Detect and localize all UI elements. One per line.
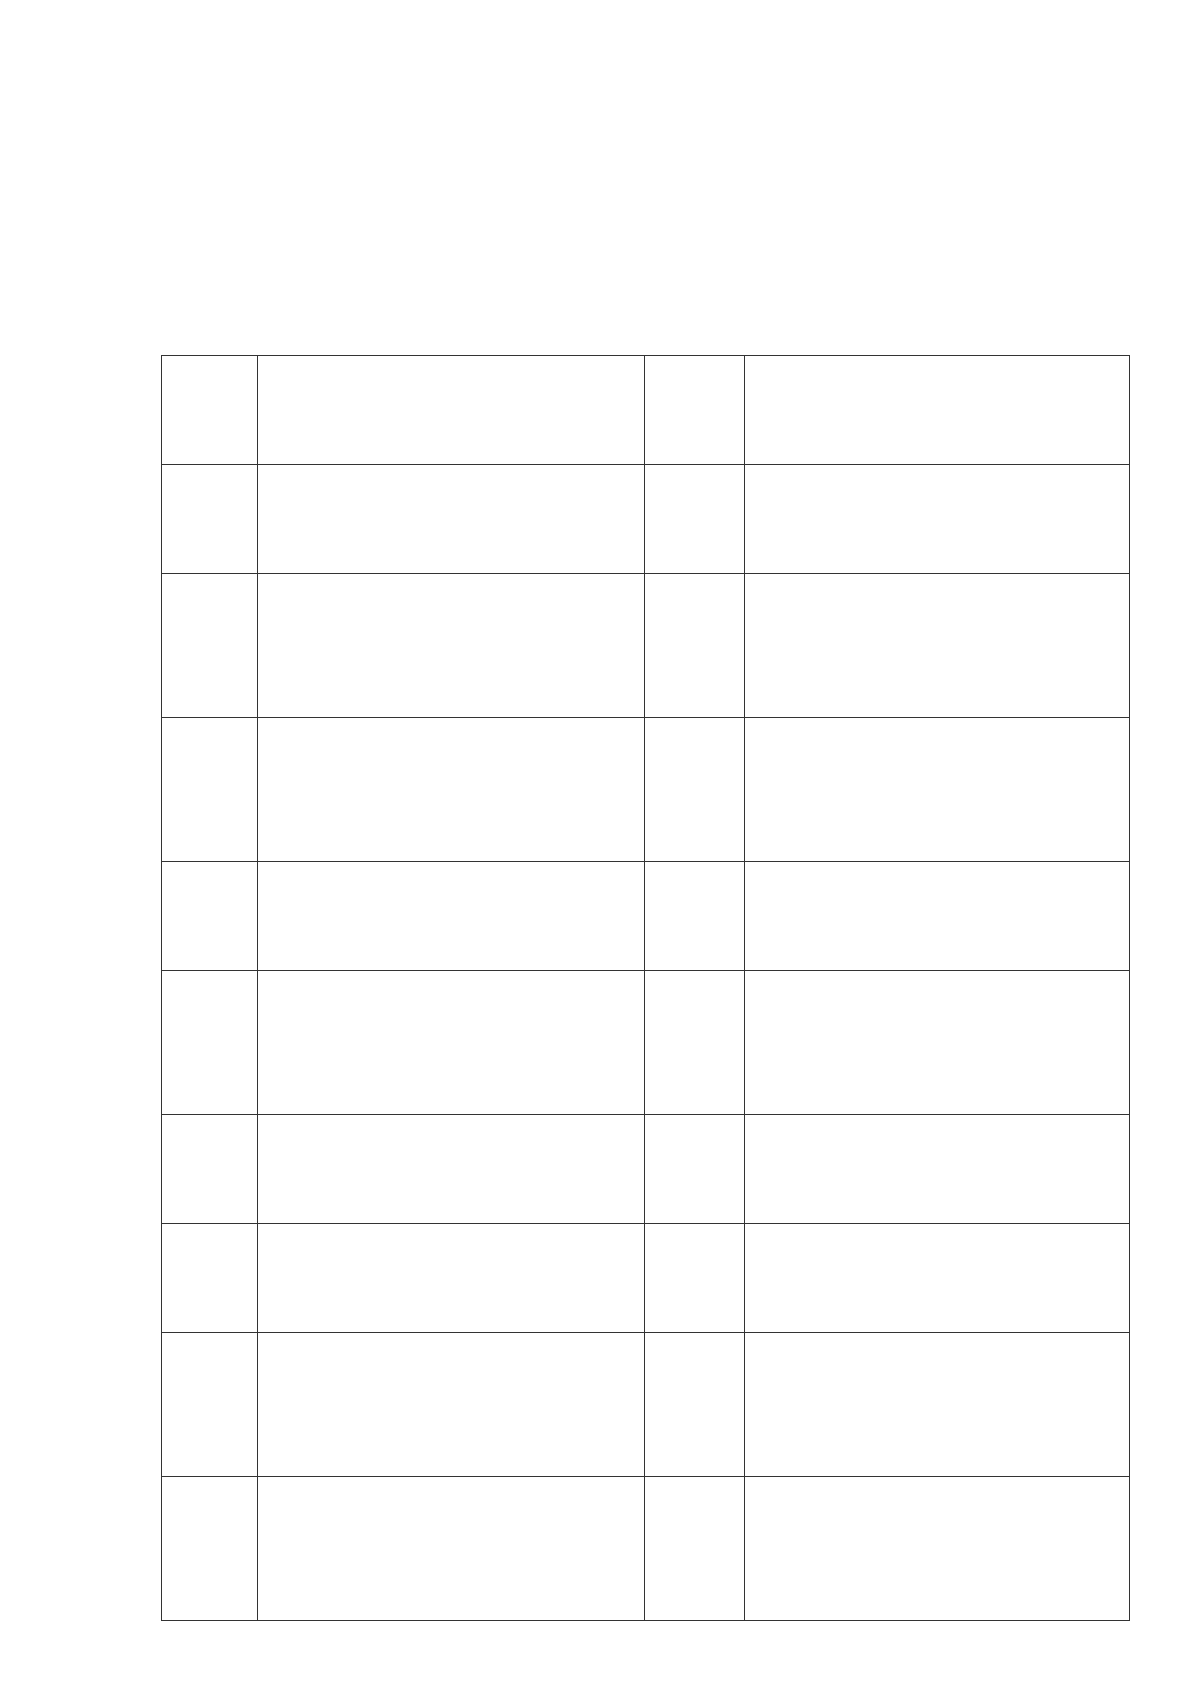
term-cell xyxy=(258,465,645,574)
definition-letter xyxy=(645,1477,745,1621)
definition-cell xyxy=(745,356,1130,465)
row-number xyxy=(162,1115,258,1224)
term-cell xyxy=(258,1477,645,1621)
term-cell xyxy=(258,1115,645,1224)
definition-cell xyxy=(745,1477,1130,1621)
definition-letter xyxy=(645,356,745,465)
row-number xyxy=(162,1224,258,1333)
definition-letter xyxy=(645,1333,745,1477)
table-row xyxy=(162,356,1130,465)
row-number xyxy=(162,574,258,718)
intro-line-1 xyxy=(170,112,1114,158)
row-number xyxy=(162,718,258,862)
table-row xyxy=(162,1115,1130,1224)
definition-letter xyxy=(645,1224,745,1333)
definition-cell xyxy=(745,1224,1130,1333)
term-cell xyxy=(258,574,645,718)
definition-cell xyxy=(745,1115,1130,1224)
table-row xyxy=(162,574,1130,718)
definition-letter xyxy=(645,574,745,718)
row-number xyxy=(162,465,258,574)
row-number xyxy=(162,356,258,465)
definition-cell xyxy=(745,1333,1130,1477)
table-row xyxy=(162,1224,1130,1333)
definition-letter xyxy=(645,465,745,574)
table-row xyxy=(162,1333,1130,1477)
definition-cell xyxy=(745,862,1130,971)
row-number xyxy=(162,971,258,1115)
row-number xyxy=(162,1477,258,1621)
definition-cell xyxy=(745,574,1130,718)
table-row xyxy=(162,1477,1130,1621)
definition-cell xyxy=(745,718,1130,862)
row-number xyxy=(162,862,258,971)
table-row xyxy=(162,971,1130,1115)
term-cell xyxy=(258,1333,645,1477)
definition-cell xyxy=(745,465,1130,574)
definition-letter xyxy=(645,1115,745,1224)
term-cell xyxy=(258,971,645,1115)
term-cell xyxy=(258,1224,645,1333)
table-row xyxy=(162,718,1130,862)
definition-letter xyxy=(645,718,745,862)
matching-table xyxy=(161,355,1130,1621)
term-cell xyxy=(258,862,645,971)
table-row xyxy=(162,862,1130,971)
term-cell xyxy=(258,718,645,862)
definition-letter xyxy=(645,862,745,971)
document-header xyxy=(170,112,1114,162)
definition-letter xyxy=(645,971,745,1115)
table-row xyxy=(162,465,1130,574)
term-cell xyxy=(258,356,645,465)
definition-cell xyxy=(745,971,1130,1115)
row-number xyxy=(162,1333,258,1477)
